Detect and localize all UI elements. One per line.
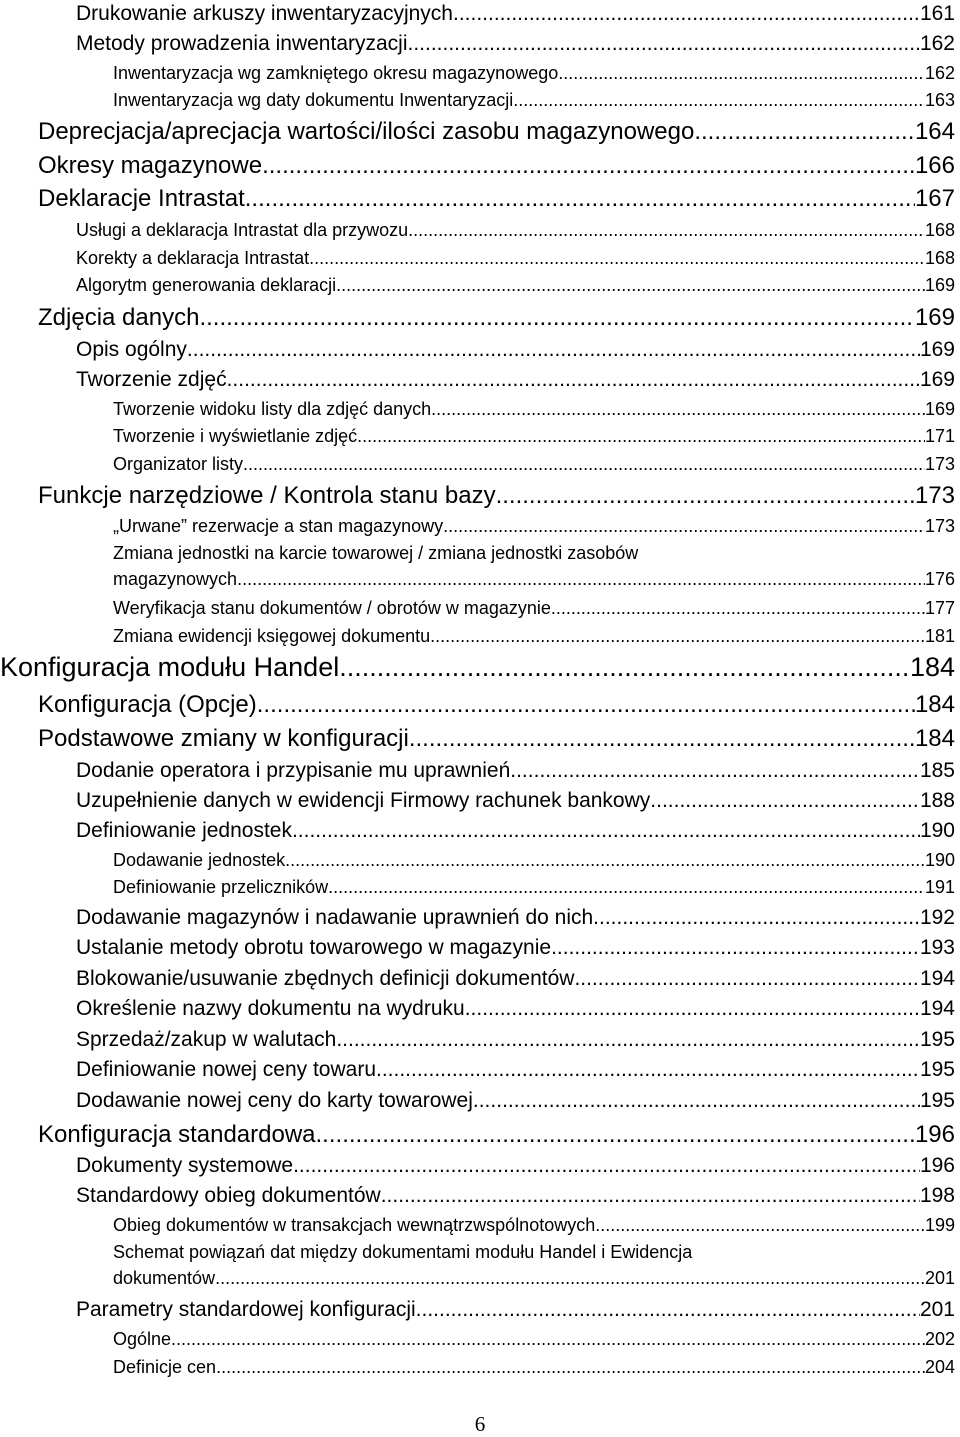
- toc-entry-page: 181: [924, 626, 955, 646]
- toc-entry-page: 202: [924, 1329, 955, 1349]
- toc-entry[interactable]: [113, 1357, 955, 1378]
- toc-entry-page: 169: [914, 304, 955, 331]
- dot-leader: [309, 248, 925, 269]
- toc-entry[interactable]: [38, 185, 955, 213]
- dot-leader: [465, 997, 920, 1021]
- toc-entry-title: Konfiguracja modułu Handel: [0, 652, 340, 682]
- toc-entry-page: 161: [919, 2, 955, 25]
- dot-leader: [293, 1154, 920, 1178]
- dot-leader: [551, 936, 920, 960]
- dot-leader: [431, 399, 925, 420]
- toc-entry-page: 184: [914, 691, 955, 718]
- toc-entry-title: Obieg dokumentów w transakcjach wewnątrzwspólnotowych: [113, 1215, 596, 1235]
- toc-entry-title: Usługi a deklaracja Intrastat dla przywozu: [76, 220, 409, 240]
- toc-entry[interactable]: [113, 426, 955, 447]
- toc-entry-title: Tworzenie widoku listy dla zdjęć danych: [113, 399, 432, 419]
- toc-entry-page: 169: [919, 338, 955, 361]
- toc-entry[interactable]: [0, 652, 955, 683]
- dot-leader: [376, 1058, 920, 1082]
- dot-leader: [558, 63, 925, 84]
- toc-entry-page: 190: [924, 850, 955, 870]
- dot-leader: [443, 516, 925, 537]
- dot-leader: [216, 1357, 925, 1378]
- toc-entry-title: Organizator listy: [113, 454, 244, 474]
- toc-entry[interactable]: [76, 1298, 955, 1322]
- toc-entry-title: Okresy magazynowe: [38, 152, 263, 179]
- toc-entry-page: 176: [924, 569, 955, 589]
- toc-entry-title: Tworzenie zdjęć: [76, 368, 227, 391]
- dot-leader: [171, 1329, 925, 1350]
- toc-entry-title: Dodanie operatora i przypisanie mu uprawnień: [76, 759, 511, 782]
- toc-entry-title: Parametry standardowej konfiguracji: [76, 1298, 416, 1321]
- toc-entry-page: 169: [924, 275, 955, 295]
- toc-entry-page: 169: [919, 368, 955, 391]
- toc-entry[interactable]: [113, 454, 955, 475]
- toc-entry[interactable]: [76, 220, 955, 241]
- dot-leader: [496, 482, 915, 510]
- toc-entry-page: 195: [919, 1089, 955, 1112]
- toc-entry[interactable]: [76, 1154, 955, 1178]
- toc-entry[interactable]: [38, 118, 955, 146]
- toc-entry-title: Opis ogólny: [76, 338, 187, 361]
- dot-leader: [409, 725, 915, 753]
- toc-entry-page: 190: [919, 819, 955, 842]
- dot-leader: [416, 1298, 920, 1322]
- toc-entry-page: 166: [914, 152, 955, 179]
- toc-entry-title: Dokumenty systemowe: [76, 1154, 294, 1177]
- toc-entry-title: Definicje cen: [113, 1357, 217, 1377]
- toc-entry-page: 171: [924, 426, 955, 446]
- toc-entry-page: 201: [924, 1268, 955, 1288]
- toc-entry[interactable]: [113, 516, 955, 537]
- toc-entry-title: Inwentaryzacja wg zamkniętego okresu magazynowego: [113, 63, 559, 83]
- toc-entry-title: Standardowy obieg dokumentów: [76, 1184, 381, 1207]
- toc-entry[interactable]: [38, 725, 955, 753]
- dot-leader: [245, 185, 915, 213]
- toc-entry[interactable]: [76, 936, 955, 960]
- dot-leader: [510, 759, 920, 783]
- toc-entry[interactable]: [113, 399, 955, 420]
- toc-entry-page: 184: [914, 725, 955, 752]
- toc-entry-page: 188: [919, 789, 955, 812]
- dot-leader: [593, 906, 920, 930]
- toc-entry[interactable]: [76, 789, 955, 813]
- toc-entry[interactable]: [113, 1215, 955, 1236]
- toc-entry-title: Dodawanie magazynów i nadawanie uprawnień do nich: [76, 906, 594, 929]
- toc-entry-title: Deklaracje Intrastat: [38, 185, 245, 212]
- toc-entry[interactable]: [113, 598, 955, 619]
- toc-entry-title: Metody prowadzenia inwentaryzacji: [76, 32, 408, 55]
- toc-entry-title: Definiowanie jednostek: [76, 819, 292, 842]
- toc-entry-page: 173: [924, 516, 955, 536]
- toc-entry[interactable]: [76, 997, 955, 1021]
- toc-entry-title: Sprzedaż/zakup w walutach: [76, 1028, 337, 1051]
- dot-leader: [408, 220, 925, 241]
- toc-entry-page: 173: [924, 454, 955, 474]
- toc-entry-title-first-line: Zmiana jednostki na karcie towarowej / zmiana jednostki zasobów: [113, 543, 639, 563]
- dot-leader: [357, 426, 925, 447]
- toc-entry-title: Funkcje narzędziowe / Kontrola stanu bazy: [38, 482, 496, 509]
- toc-entry[interactable]: [76, 819, 955, 843]
- toc-entry[interactable]: [113, 543, 955, 590]
- toc-entry[interactable]: [76, 967, 955, 991]
- toc-entry[interactable]: [76, 1028, 955, 1052]
- dot-leader: [336, 1028, 920, 1052]
- toc-entry-title: Tworzenie i wyświetlanie zdjęć: [113, 426, 358, 446]
- toc-entry-title: Określenie nazwy dokumentu na wydruku: [76, 997, 465, 1020]
- toc-entry-title: Definiowanie przeliczników: [113, 877, 329, 897]
- toc-entry-page: 164: [914, 118, 955, 145]
- toc-entry-page: 194: [919, 997, 955, 1020]
- toc-entry[interactable]: [76, 1089, 955, 1113]
- toc-entry-title: Konfiguracja standardowa: [38, 1121, 316, 1148]
- dot-leader: [595, 1215, 925, 1236]
- toc-entry-page: 195: [919, 1058, 955, 1081]
- dot-leader: [316, 1121, 915, 1149]
- dot-leader: [227, 368, 920, 392]
- toc-entry-page: 192: [919, 906, 955, 929]
- toc-entry-page: 196: [914, 1121, 955, 1148]
- dot-leader: [453, 2, 920, 26]
- toc-entry-page: 168: [924, 220, 955, 240]
- dot-leader: [694, 118, 915, 146]
- toc-entry-page: 193: [919, 936, 955, 959]
- toc-entry-title: Drukowanie arkuszy inwentaryzacyjnych: [76, 2, 453, 25]
- dot-leader: [339, 652, 910, 683]
- toc-entry-page: 196: [919, 1154, 955, 1177]
- toc-entry-title: Uzupełnienie danych w ewidencji Firmowy rachunek bankowy: [76, 789, 651, 812]
- toc-entry-title: Zmiana ewidencji księgowej dokumentu: [113, 626, 431, 646]
- toc-entry[interactable]: [76, 1184, 955, 1208]
- toc-entry[interactable]: [76, 2, 955, 26]
- dot-leader: [243, 454, 925, 475]
- toc-entry[interactable]: [38, 304, 955, 332]
- dot-leader: [187, 338, 920, 362]
- dot-leader: [285, 850, 925, 871]
- toc-entry-title: Weryfikacja stanu dokumentów / obrotów w magazynie: [113, 598, 551, 618]
- toc-entry-title: Blokowanie/usuwanie zbędnych definicji dokumentów: [76, 967, 575, 990]
- toc-entry[interactable]: [76, 248, 955, 269]
- toc-entry-page: 194: [919, 967, 955, 990]
- toc-entry[interactable]: [38, 691, 955, 719]
- toc-entry-page: 184: [909, 652, 955, 682]
- dot-leader: [328, 877, 925, 898]
- toc-entry[interactable]: [76, 338, 955, 362]
- toc-entry-title: Zdjęcia danych: [38, 304, 200, 331]
- toc-entry-title: Ogólne: [113, 1329, 172, 1349]
- dot-leader: [574, 967, 919, 991]
- toc-entry[interactable]: [113, 877, 955, 898]
- toc-entry-page: 177: [924, 598, 955, 618]
- dot-leader: [199, 304, 915, 332]
- toc-entry-page: 199: [924, 1215, 955, 1235]
- dot-leader: [215, 1268, 925, 1289]
- toc-entry[interactable]: [76, 906, 955, 930]
- dot-leader: [262, 152, 915, 180]
- toc-entry-page: 191: [924, 877, 955, 897]
- toc-entry[interactable]: [113, 1242, 955, 1289]
- toc-entry-page: 185: [919, 759, 955, 782]
- toc-entry[interactable]: [113, 626, 955, 647]
- toc-entry-title: Deprecjacja/aprecjacja wartości/ilości zasobu magazynowego: [38, 118, 695, 145]
- toc-entry-page: 162: [919, 32, 955, 55]
- toc-entry-title: Inwentaryzacja wg daty dokumentu Inwentaryzacji: [113, 90, 514, 110]
- toc-entry-title: Konfiguracja (Opcje): [38, 691, 257, 718]
- toc-entry-title-first-line: Schemat powiązań dat między dokumentami modułu Handel i Ewidencja: [113, 1242, 693, 1262]
- dot-leader: [336, 275, 925, 296]
- toc-entry-page: 204: [924, 1357, 955, 1377]
- dot-leader: [430, 626, 925, 647]
- toc-entry[interactable]: [113, 850, 955, 871]
- toc-entry[interactable]: [76, 275, 955, 296]
- toc-entry[interactable]: [76, 368, 955, 392]
- toc-entry[interactable]: [113, 1329, 955, 1350]
- dot-leader: [473, 1089, 920, 1113]
- dot-leader: [513, 90, 925, 111]
- toc-entry-title: Dodawanie jednostek: [113, 850, 286, 870]
- dot-leader: [292, 819, 920, 843]
- toc-entry-page: 169: [924, 399, 955, 419]
- toc-entry[interactable]: [76, 1058, 955, 1082]
- toc-entry[interactable]: [38, 482, 955, 510]
- toc-entry-title: Ustalanie metody obrotu towarowego w magazynie: [76, 936, 552, 959]
- toc-entry-page: 168: [924, 248, 955, 268]
- toc-entry-title: magazynowych: [113, 569, 238, 589]
- dot-leader: [381, 1184, 920, 1208]
- toc-entry[interactable]: [38, 1121, 955, 1149]
- toc-entry[interactable]: [76, 759, 955, 783]
- toc-entry-title: Definiowanie nowej ceny towaru: [76, 1058, 376, 1081]
- toc-entry[interactable]: [113, 90, 955, 111]
- toc-entry[interactable]: [76, 32, 955, 56]
- toc-entry-page: 201: [919, 1298, 955, 1321]
- toc-entry-title: dokumentów: [113, 1268, 216, 1288]
- toc-entry-page: 163: [924, 90, 955, 110]
- toc-entry[interactable]: [113, 63, 955, 84]
- toc-entry-title: „Urwane” rezerwacje a stan magazynowy: [113, 516, 444, 536]
- toc-entry-page: 162: [924, 63, 955, 83]
- dot-leader: [408, 32, 920, 56]
- toc-entry-title: Korekty a deklaracja Intrastat: [76, 248, 310, 268]
- toc-entry-page: 167: [914, 185, 955, 212]
- toc-entry-page: 173: [914, 482, 955, 509]
- page-number: 6: [474, 1412, 486, 1436]
- toc-entry-title: Dodawanie nowej ceny do karty towarowej: [76, 1089, 473, 1112]
- dot-leader: [257, 691, 915, 719]
- dot-leader: [551, 598, 925, 619]
- toc-entry[interactable]: [38, 152, 955, 180]
- dot-leader: [237, 569, 925, 590]
- toc-entry-title: Algorytm generowania deklaracji: [76, 275, 337, 295]
- toc-entry-page: 198: [919, 1184, 955, 1207]
- toc-entry-page: 195: [919, 1028, 955, 1051]
- toc-entry-title: Podstawowe zmiany w konfiguracji: [38, 725, 409, 752]
- dot-leader: [650, 789, 920, 813]
